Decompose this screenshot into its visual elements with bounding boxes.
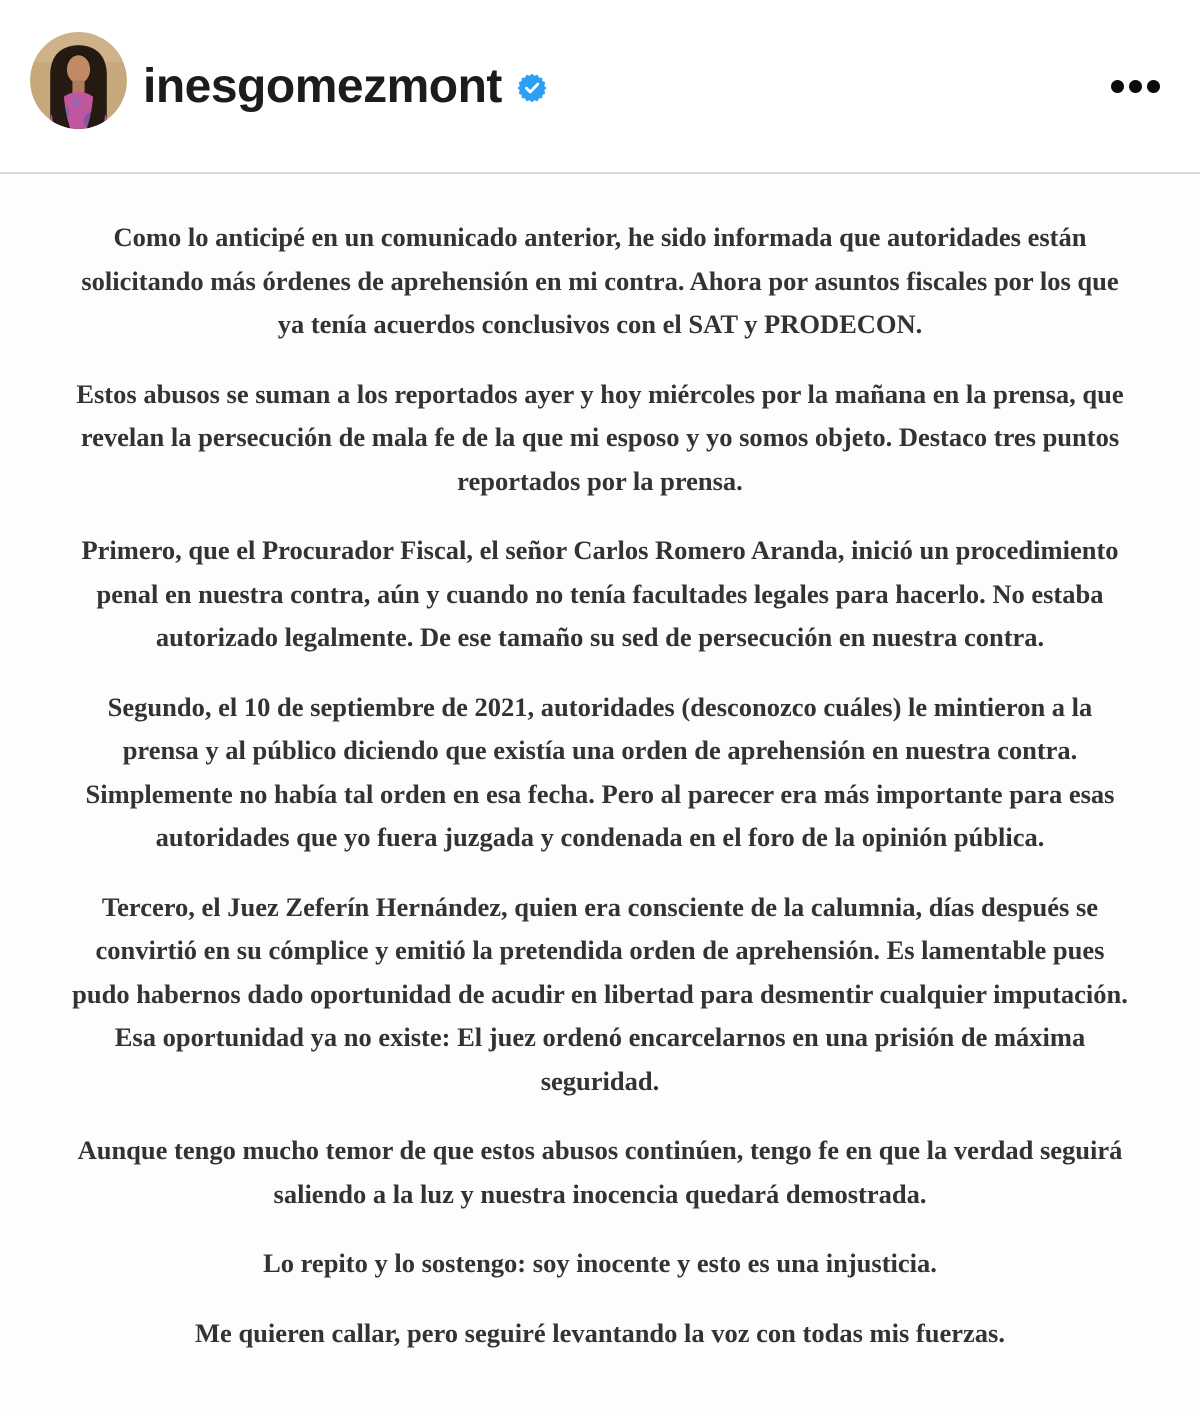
paragraph: [18, 1242, 1182, 1286]
text-line: reportados por la prensa.: [457, 465, 743, 496]
text-line: autorizado legalmente. De ese tamaño su sed de persecución en nuestra contra.: [155, 622, 1045, 652]
text-line: pudo habernos dado oportunidad de acudir en libertad para desmentir cualquier imputación.: [72, 978, 1128, 1009]
text-line: penal en nuestra contra, aún y cuando no tenía facultades legales para hacerlo. No estaba: [96, 578, 1104, 609]
text-line: revelan la persecución de mala fe de la que mi esposo y yo somos objeto. Destaco tres puntos: [80, 422, 1120, 452]
text-line: seguridad.: [540, 1065, 660, 1096]
avatar[interactable]: [30, 32, 127, 129]
post-text: [18, 174, 1182, 1355]
paragraph: [18, 373, 1182, 504]
text-line: Tercero, el Juez Zeferín Hernández, quien era consciente de la calumnia, días después se: [101, 891, 1099, 922]
profile-photo-icon: [30, 32, 127, 129]
text-line: Como lo anticipé en un comunicado anterior, he sido informada que autoridades están: [113, 222, 1087, 252]
text-line: Primero, que el Procurador Fiscal, el señor Carlos Romero Aranda, inició un procedimiento: [81, 535, 1119, 565]
paragraph: [18, 529, 1182, 660]
text-line: autoridades que yo fuera juzgada y condenada en el foro de la opinión pública.: [155, 822, 1045, 852]
ellipsis-dot: [1129, 80, 1142, 93]
paragraph: [18, 686, 1182, 860]
text-line: convirtió en su cómplice y emitió la pretendida orden de aprehensión. Es lamentable pues: [95, 935, 1105, 965]
post-image[interactable]: [0, 174, 1200, 1416]
ellipsis-dot: [1147, 80, 1160, 93]
username[interactable]: inesgomezmont: [143, 60, 502, 113]
text-line: Aunque tengo mucho temor de que estos abusos continúen, tengo fe en que la verdad seguirá: [77, 1135, 1123, 1165]
text-line: Estos abusos se suman a los reportados ayer y hoy miércoles por la mañana en la prensa, que: [76, 378, 1124, 409]
paragraph: [18, 886, 1182, 1104]
text-line: Lo repito y lo sostengo: soy inocente y esto es una injusticia.: [263, 1248, 937, 1278]
text-line: solicitando más órdenes de aprehensión en mi contra. Ahora por asuntos fiscales por los que: [81, 265, 1119, 296]
username-row: [143, 0, 547, 172]
text-line: Esa oportunidad ya no existe: El juez ordenó encarcelarnos en una prisión de máxima: [114, 1022, 1086, 1052]
paragraph: [18, 1312, 1182, 1356]
text-line: saliendo a la luz y nuestra inocencia quedará demostrada.: [273, 1178, 927, 1209]
more-options-button[interactable]: [1105, 74, 1166, 99]
paragraph: [18, 1129, 1182, 1216]
verified-badge-icon: [517, 73, 547, 103]
text-line: ya tenía acuerdos conclusivos con el SAT y PRODECON.: [277, 309, 923, 339]
text-line: Simplemente no había tal orden en esa fecha. Pero al parecer era más importante para esas: [85, 778, 1115, 809]
text-line: Me quieren callar, pero seguiré levantando la voz con todas mis fuerzas.: [195, 1317, 1005, 1348]
post-header: [0, 0, 1200, 172]
text-line: Segundo, el 10 de septiembre de 2021, autoridades (desconozco cuáles) le mintieron a la: [107, 691, 1093, 722]
text-line: prensa y al público diciendo que existía una orden de aprehensión en nuestra contra.: [122, 735, 1078, 765]
ellipsis-dot: [1111, 80, 1124, 93]
paragraph: [18, 216, 1182, 347]
